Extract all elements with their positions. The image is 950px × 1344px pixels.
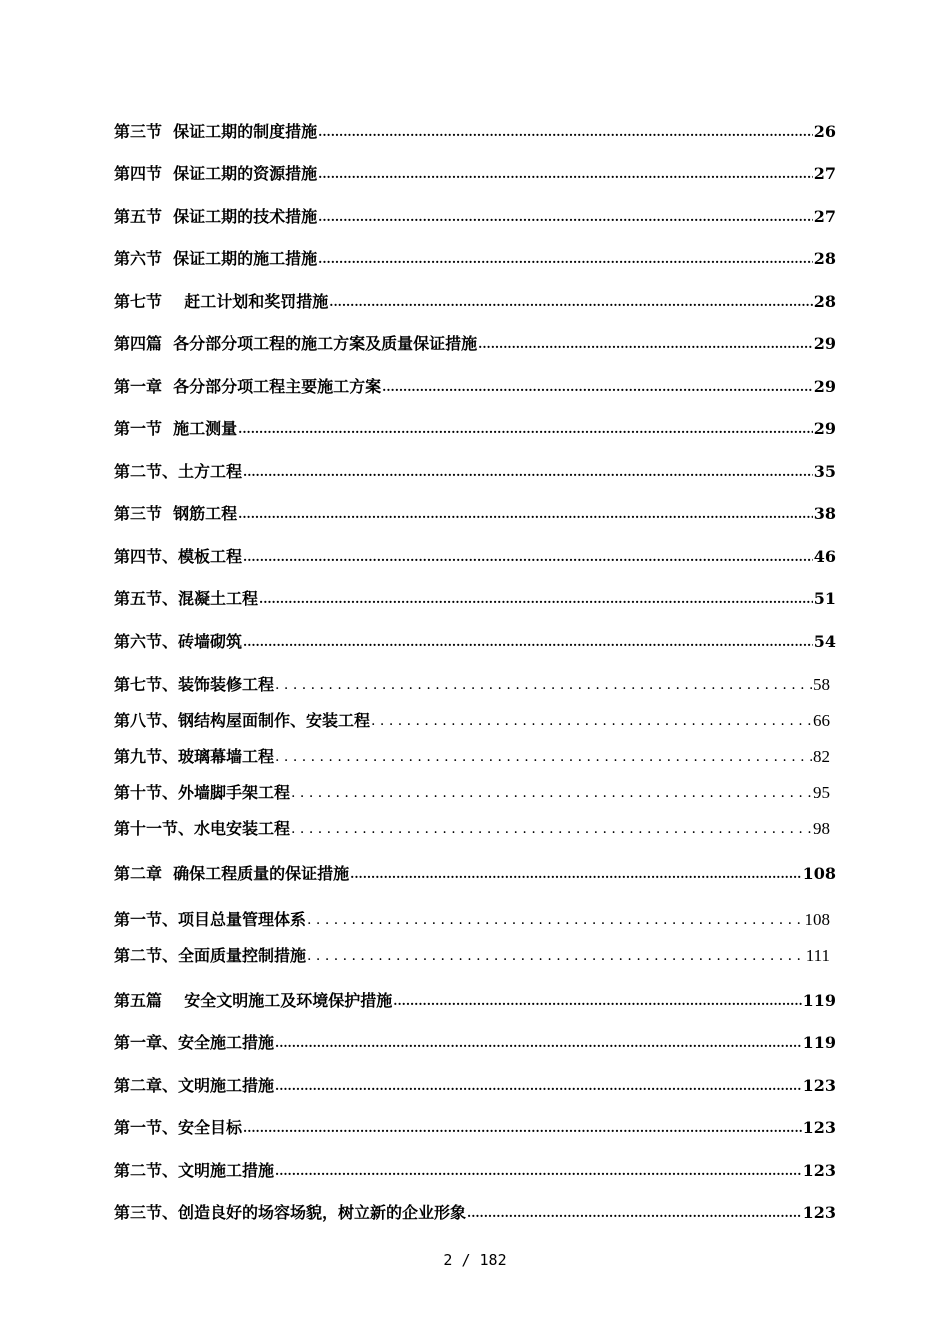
toc-entry-page-number: 46: [813, 547, 836, 566]
toc-entry-title: 第七节 赶工计划和奖罚措施: [114, 292, 329, 311]
dot-leader: [307, 909, 803, 930]
toc-entry-title: 第八节、钢结构屋面制作、安装工程: [114, 711, 371, 730]
dot-leader: [350, 863, 801, 884]
toc-entry[interactable]: [114, 815, 836, 839]
toc-entry-title: 第四篇 各分部分项工程的施工方案及质量保证措施: [114, 334, 478, 353]
dot-leader: [275, 1032, 802, 1053]
toc-entry-page-number: 119: [802, 991, 836, 1010]
toc-entry-title: 第一章 各分部分项工程主要施工方案: [114, 377, 382, 396]
toc-entry[interactable]: [114, 1072, 836, 1096]
toc-entry-page-number: 35: [813, 462, 836, 481]
toc-entry-title: 第十一节、水电安装工程: [114, 819, 291, 838]
toc-entry-title: 第二章、文明施工措施: [114, 1076, 275, 1095]
toc-entry-page-number: 28: [813, 249, 836, 268]
toc-entry[interactable]: [114, 1199, 836, 1223]
dot-leader: [318, 206, 813, 227]
toc-entry[interactable]: [114, 245, 836, 269]
toc-entry-title: 第五节、混凝土工程: [114, 589, 259, 608]
toc-entry-title: 第二节、文明施工措施: [114, 1161, 275, 1180]
dot-leader: [275, 1160, 802, 1181]
dot-leader: [291, 818, 812, 839]
dot-leader: [393, 990, 801, 1011]
toc-entry-page-number: 38: [813, 504, 836, 523]
toc-entry[interactable]: [114, 942, 836, 966]
dot-leader: [243, 1117, 802, 1138]
toc-entry[interactable]: [114, 860, 836, 884]
toc-entry-page-number: 29: [813, 419, 836, 438]
dot-leader: [275, 674, 812, 695]
toc-entry-title: 第六节 保证工期的施工措施: [114, 249, 318, 268]
toc-entry-page-number: 95: [813, 783, 830, 802]
toc-entry-title: 第七节、装饰装修工程: [114, 675, 275, 694]
dot-leader: [238, 418, 813, 439]
toc-entry-page-number: 54: [813, 632, 836, 651]
toc-entry-title: 第一章、安全施工措施: [114, 1033, 275, 1052]
toc-entry-page-number: 98: [813, 819, 830, 838]
dot-leader: [275, 746, 812, 767]
toc-entry-title: 第三节、创造良好的场容场貌，树立新的企业形象: [114, 1203, 467, 1222]
dot-leader: [329, 291, 812, 312]
toc-entry[interactable]: [114, 118, 836, 142]
dot-leader: [291, 782, 812, 803]
dot-leader: [238, 503, 813, 524]
toc-entry-title: 第一节、安全目标: [114, 1118, 243, 1137]
toc-entry[interactable]: [114, 906, 836, 930]
toc-entry-title: 第十节、外墙脚手架工程: [114, 783, 291, 802]
toc-entry-title: 第三节 保证工期的制度措施: [114, 122, 318, 141]
toc-entry[interactable]: [114, 1029, 836, 1053]
toc-entry[interactable]: [114, 458, 836, 482]
toc-entry-title: 第一节 施工测量: [114, 419, 238, 438]
toc-entry-page-number: 123: [802, 1118, 836, 1137]
dot-leader: [259, 588, 813, 609]
toc-entry-page-number: 51: [813, 589, 836, 608]
toc-entry[interactable]: [114, 743, 836, 767]
toc-entry[interactable]: [114, 707, 836, 731]
toc-entry[interactable]: [114, 203, 836, 227]
toc-entry-page-number: 123: [802, 1203, 836, 1222]
toc-entry-title: 第二节、全面质量控制措施: [114, 946, 307, 965]
dot-leader: [467, 1202, 802, 1223]
toc-entry[interactable]: [114, 543, 836, 567]
toc-entry-page-number: 66: [813, 711, 830, 730]
table-of-contents: [114, 0, 838, 1250]
toc-entry-title: 第一节、项目总量管理体系: [114, 910, 307, 929]
toc-entry-title: 第二章 确保工程质量的保证措施: [114, 864, 350, 883]
toc-entry[interactable]: [114, 1157, 836, 1181]
toc-entry[interactable]: [114, 330, 836, 354]
toc-entry-title: 第五节 保证工期的技术措施: [114, 207, 318, 226]
toc-entry-page-number: 108: [804, 910, 830, 929]
dot-leader: [243, 546, 813, 567]
toc-entry-page-number: 27: [813, 164, 836, 183]
toc-entry[interactable]: [114, 415, 836, 439]
toc-entry[interactable]: [114, 373, 836, 397]
dot-leader: [382, 376, 813, 397]
toc-entry[interactable]: [114, 585, 836, 609]
toc-entry-page-number: 111: [805, 946, 830, 965]
toc-entry-title: 第六节、砖墙砌筑: [114, 632, 243, 651]
toc-entry-page-number: 108: [802, 864, 836, 883]
toc-entry-page-number: 123: [802, 1076, 836, 1095]
dot-leader: [371, 710, 812, 731]
toc-entry[interactable]: [114, 500, 836, 524]
dot-leader: [318, 163, 813, 184]
toc-entry-title: 第四节、模板工程: [114, 547, 243, 566]
dot-leader: [243, 461, 813, 482]
dot-leader: [307, 945, 805, 966]
toc-entry-page-number: 27: [813, 207, 836, 226]
dot-leader: [318, 121, 813, 142]
toc-entry[interactable]: [114, 779, 836, 803]
toc-entry-page-number: 28: [813, 292, 836, 311]
dot-leader: [318, 248, 813, 269]
dot-leader: [275, 1075, 802, 1096]
toc-entry-title: 第九节、玻璃幕墙工程: [114, 747, 275, 766]
toc-entry-page-number: 29: [813, 377, 836, 396]
toc-entry[interactable]: [114, 671, 836, 695]
toc-entry-page-number: 119: [802, 1033, 836, 1052]
toc-entry-title: 第三节 钢筋工程: [114, 504, 238, 523]
toc-entry[interactable]: [114, 628, 836, 652]
toc-entry-page-number: 123: [802, 1161, 836, 1180]
toc-entry[interactable]: [114, 987, 836, 1011]
toc-entry-page-number: 26: [813, 122, 836, 141]
dot-leader: [243, 631, 813, 652]
dot-leader: [478, 333, 813, 354]
toc-entry-page-number: 58: [813, 675, 830, 694]
toc-entry-title: 第五篇 安全文明施工及环境保护措施: [114, 991, 393, 1010]
toc-entry-title: 第二节、土方工程: [114, 462, 243, 481]
toc-entry[interactable]: [114, 1114, 836, 1138]
toc-entry-page-number: 82: [813, 747, 830, 766]
toc-entry[interactable]: [114, 288, 836, 312]
toc-entry-page-number: 29: [813, 334, 836, 353]
toc-entry[interactable]: [114, 160, 836, 184]
toc-entry-title: 第四节 保证工期的资源措施: [114, 164, 318, 183]
page-number-footer: 2 / 182: [443, 1251, 507, 1269]
